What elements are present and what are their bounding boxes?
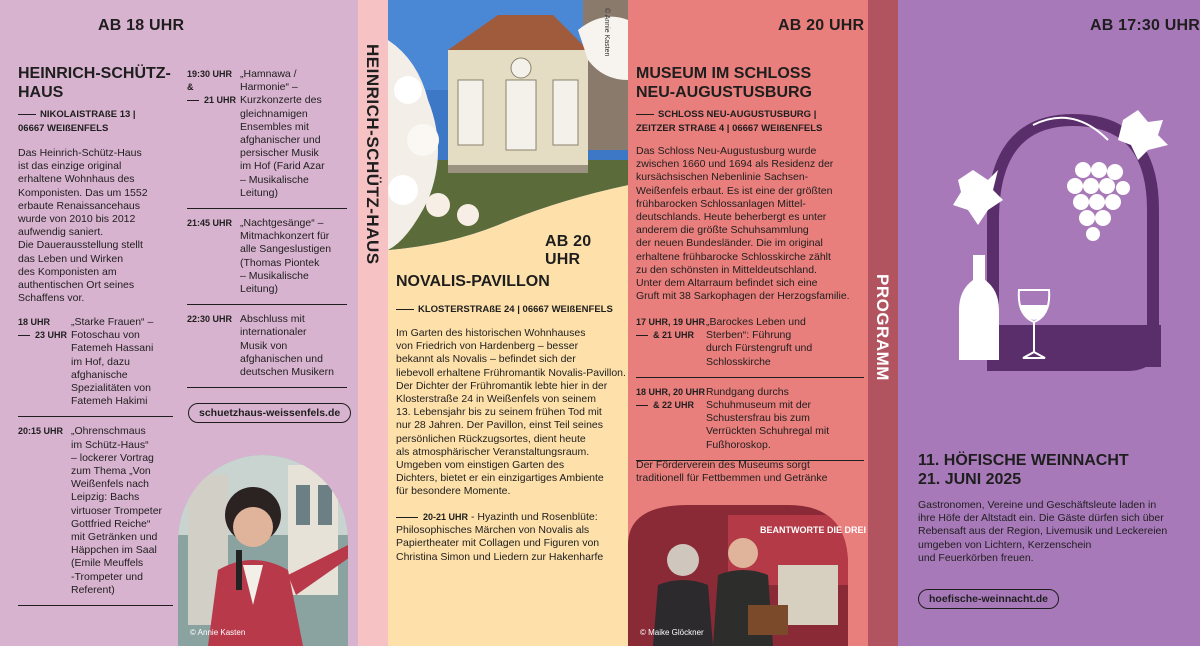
spine-programm (868, 0, 898, 646)
text-line: Klosterstraße 24 in Weißenfels von seinem (396, 393, 596, 406)
text-line: erhaltene frühbarocke Schlosskirche zählt (636, 250, 831, 263)
text-line: zu den schönsten in Mitteldeutschland. (636, 263, 817, 276)
event-title: 11. HÖFISCHE WEINNACHT 21. JUNI 2025 (918, 452, 1129, 488)
event-time: 20-21 UHR (423, 512, 469, 522)
time-header: AB 18 UHR (98, 17, 185, 34)
text-line: von Friedrich von Hardenberg – besser (396, 340, 579, 353)
text-line: erhaltene Wohnhaus des (18, 173, 135, 186)
text-line: Papiertheater mit Collagen und Figuren von (396, 537, 600, 550)
text-line: aufwendig saniert. (18, 226, 104, 239)
text-line: frühbarocken Schlossanlagen Mittel- (636, 197, 806, 210)
text-line: nur 28 Jahren. Der Pavillon, einst Teil seines (396, 419, 604, 432)
event-time: 18 UHR, 20 UHR & 22 UHR (636, 386, 706, 410)
photo-credit: © Annie Kasten (603, 8, 610, 57)
text-line: Umgeben vom einstigen Garten des (396, 459, 565, 472)
text-line: umgeben von Lichtern, Kerzenschein (918, 538, 1092, 551)
pavilion-photo (388, 0, 628, 250)
event-time: 17 UHR, 19 UHR & 21 UHR (636, 317, 706, 340)
venue-address: KLOSTERSTRAßE 24 | 06667 WEIßENFELS (396, 303, 613, 317)
text-line: traditionell für Fettbemmen und Getränke (636, 472, 828, 485)
text-line: wurde von 2010 bis 2012 (18, 213, 136, 226)
text-line: Dichters, bietet er ein einzigartiges Ambiente (396, 472, 604, 485)
time-header: AB 17:30 UHR (1090, 17, 1200, 34)
venue-title: MUSEUM IM SCHLOSS NEU-AUGUSTUSBURG (636, 65, 812, 101)
text-line: Das Schloss Neu-Augustusburg wurde (636, 145, 817, 157)
event-item (187, 217, 347, 305)
event-description-line: Hyazinth und Rosenblüte: (477, 511, 598, 523)
website-link[interactable]: hoefische-weinnacht.de (918, 589, 1059, 609)
venue-description (396, 327, 626, 499)
text-line: Im Garten des historischen Wohnhauses (396, 327, 586, 339)
text-line: Unter dem Altarraum befindet sich eine (636, 277, 818, 290)
panel-museum-schloss (628, 0, 868, 646)
text-line: authentischen Ort seines (18, 279, 135, 292)
spine-label: HEINRICH-SCHÜTZ-HAUS (363, 44, 382, 265)
photo-credit: © Maike Glöckner (640, 628, 704, 637)
text-line: anderem die größte Schuhsammlung (636, 224, 809, 237)
text-line: kursächsischen Nebenlinie Sachsen- (636, 171, 809, 184)
event-description: „Starke Frauen“ – Fotoschau von Fatemeh Hassani im Hof, dazu afghanische Spezialitäten von Fatemeh Hakimi (71, 316, 154, 408)
text-line: Philosophisches Märchen von Novalis als (396, 524, 590, 537)
event-description: „Ohrenschmaus im Schütz-Haus“ – lockerer Vortrag zum Thema „Von Weißenfels nach Leipzig: Bachs virtuoser Trompeter Gottfried Reiche“ mit Getränken und Häppchen im Saal (Emile Meuffels -Trompeter und Referent) (71, 425, 163, 596)
spine-label: PROGRAMM (873, 274, 892, 381)
event-description: „Hamnawa / Harmonie“ – Kurzkonzerte des gleichnamigen Ensembles mit afghanischer und persischer Musik im Hof (Farid Azar – Musikalische Leitung) (240, 68, 325, 199)
text-line: und Feuerkörben freuen. (918, 551, 1034, 564)
text-line: Christina Simon und Liedern zur Hakenharfe (396, 550, 604, 563)
text-line: Die Dauerausstellung stellt (18, 239, 143, 252)
website-link[interactable]: schuetzhaus-weissenfels.de (188, 403, 351, 423)
event-description: „Nachtgesänge“ – Mitmachkonzert für alle Sangeslustigen (Thomas Piontek – Musikalische Leitung) (240, 217, 332, 296)
text-line: 13. Lebensjahr bis zu seinem frühen Tod mit (396, 406, 602, 419)
text-line: Weißenfels erbaut. Es ist eine der größten (636, 184, 833, 197)
event-item (636, 386, 864, 461)
event-item (187, 313, 347, 388)
text-line: erbaute Renaissancehaus (18, 199, 141, 212)
text-line: persönlichen Rückzugsortes, dient heute (396, 432, 586, 445)
event-time: 22:30 UHR (187, 314, 233, 325)
text-line: Das Heinrich-Schütz-Haus (18, 147, 142, 159)
wine-grapes-graphic (933, 100, 1173, 380)
event-list-left (18, 316, 173, 614)
photo-sign: BEANTWORTE DIE DREI (760, 525, 867, 535)
venue-title: NOVALIS-PAVILLON (396, 273, 550, 290)
venue-title: HEINRICH-SCHÜTZ- HAUS (18, 65, 171, 101)
text-line: Gruft mit 38 Sarkophagen der Herzogsfamilie. (636, 290, 850, 303)
panel-novalis-pavillon (388, 0, 628, 646)
event-item (18, 316, 173, 417)
event-time: 20:15 UHR (18, 426, 64, 437)
event-list (636, 316, 864, 469)
text-line: ihre Höfe der Altstadt ein. Die Gäste dürfen sich über (918, 512, 1164, 525)
event-time: 18 UHR 23 UHR (18, 317, 68, 340)
time-header: AB 20 UHR (778, 17, 865, 34)
text-line: bekannt als Novalis – befindet sich der (396, 353, 576, 366)
text-line: Der Förderverein des Museums sorgt (636, 459, 810, 471)
event-description (396, 524, 626, 564)
text-line: Rebensaft aus der Region, Livemusik und Leckereien (918, 525, 1168, 538)
event-item: 20-21 UHR - Hyazinth und Rosenblüte: Philosophisches Märchen von Novalis als Papiertheater mit Collagen und Figuren von Christina Simon und Liedern zur Hakenharfe (396, 511, 626, 564)
venue-address: NIKOLAISTRAßE 13 | 06667 WEIßENFELS (18, 109, 136, 134)
event-description: „Barockes Leben und Sterben“: Führung durch Fürstengruft und Schlosskirche (706, 316, 813, 368)
text-line: ist das einzige original (18, 160, 122, 173)
event-item (187, 68, 347, 209)
performer-photo (178, 455, 358, 646)
text-line: für besondere Momente. (396, 485, 511, 498)
venue-description (636, 145, 864, 303)
panel-heinrich-schuetz-haus (0, 0, 358, 646)
event-item (636, 316, 864, 378)
text-line: des Komponisten am (18, 265, 117, 278)
text-line: der neuen Bundesländer. Die im original (636, 237, 823, 250)
event-description: Rundgang durchs Schuhmuseum mit der Schustersfrau bis zum Verrückten Schuhregal mit Fußhoroskop. (706, 385, 830, 451)
event-description (918, 499, 1198, 565)
venue-description (18, 147, 178, 305)
photo-credit: © Annie Kasten (190, 628, 246, 637)
event-time: 21:45 UHR (187, 218, 233, 229)
text-line: zwischen 1660 und 1694 als Residenz der (636, 158, 834, 171)
text-line: Der Dichter der Frühromantik lebte hier in der (396, 379, 608, 392)
event-list-right (187, 68, 347, 396)
venue-address: SCHLOSS NEU-AUGUSTUSBURG | ZEITZER STRAßE 4 | 06667 WEIßENFELS (636, 109, 823, 134)
time-header: AB 20 UHR (545, 233, 592, 268)
spine-heinrich-schuetz-haus (358, 0, 388, 646)
text-line: Schaffens vor. (18, 292, 85, 305)
text-line: das Leben und Wirken (18, 252, 124, 265)
text-line: deutschlands. Heute beherbergt es unter (636, 211, 827, 224)
sponsor-note (636, 459, 864, 485)
event-item (18, 425, 173, 606)
text-line: liebevoll erhaltene Frühromantik Novalis-Pavillon. (396, 366, 626, 379)
panel-hoefische-weinnacht (898, 0, 1200, 646)
event-time: 19:30 UHR & 21 UHR (187, 69, 237, 105)
text-line: Gastronomen, Vereine und Geschäftsleute laden in (918, 499, 1157, 511)
text-line: Komponisten. Das um 1552 (18, 186, 148, 199)
event-description: Abschluss mit internationaler Musik von afghanischen und deutschen Musikern (240, 313, 334, 379)
text-line: als atmosphärischer Veranstaltungsraum. (396, 445, 590, 458)
